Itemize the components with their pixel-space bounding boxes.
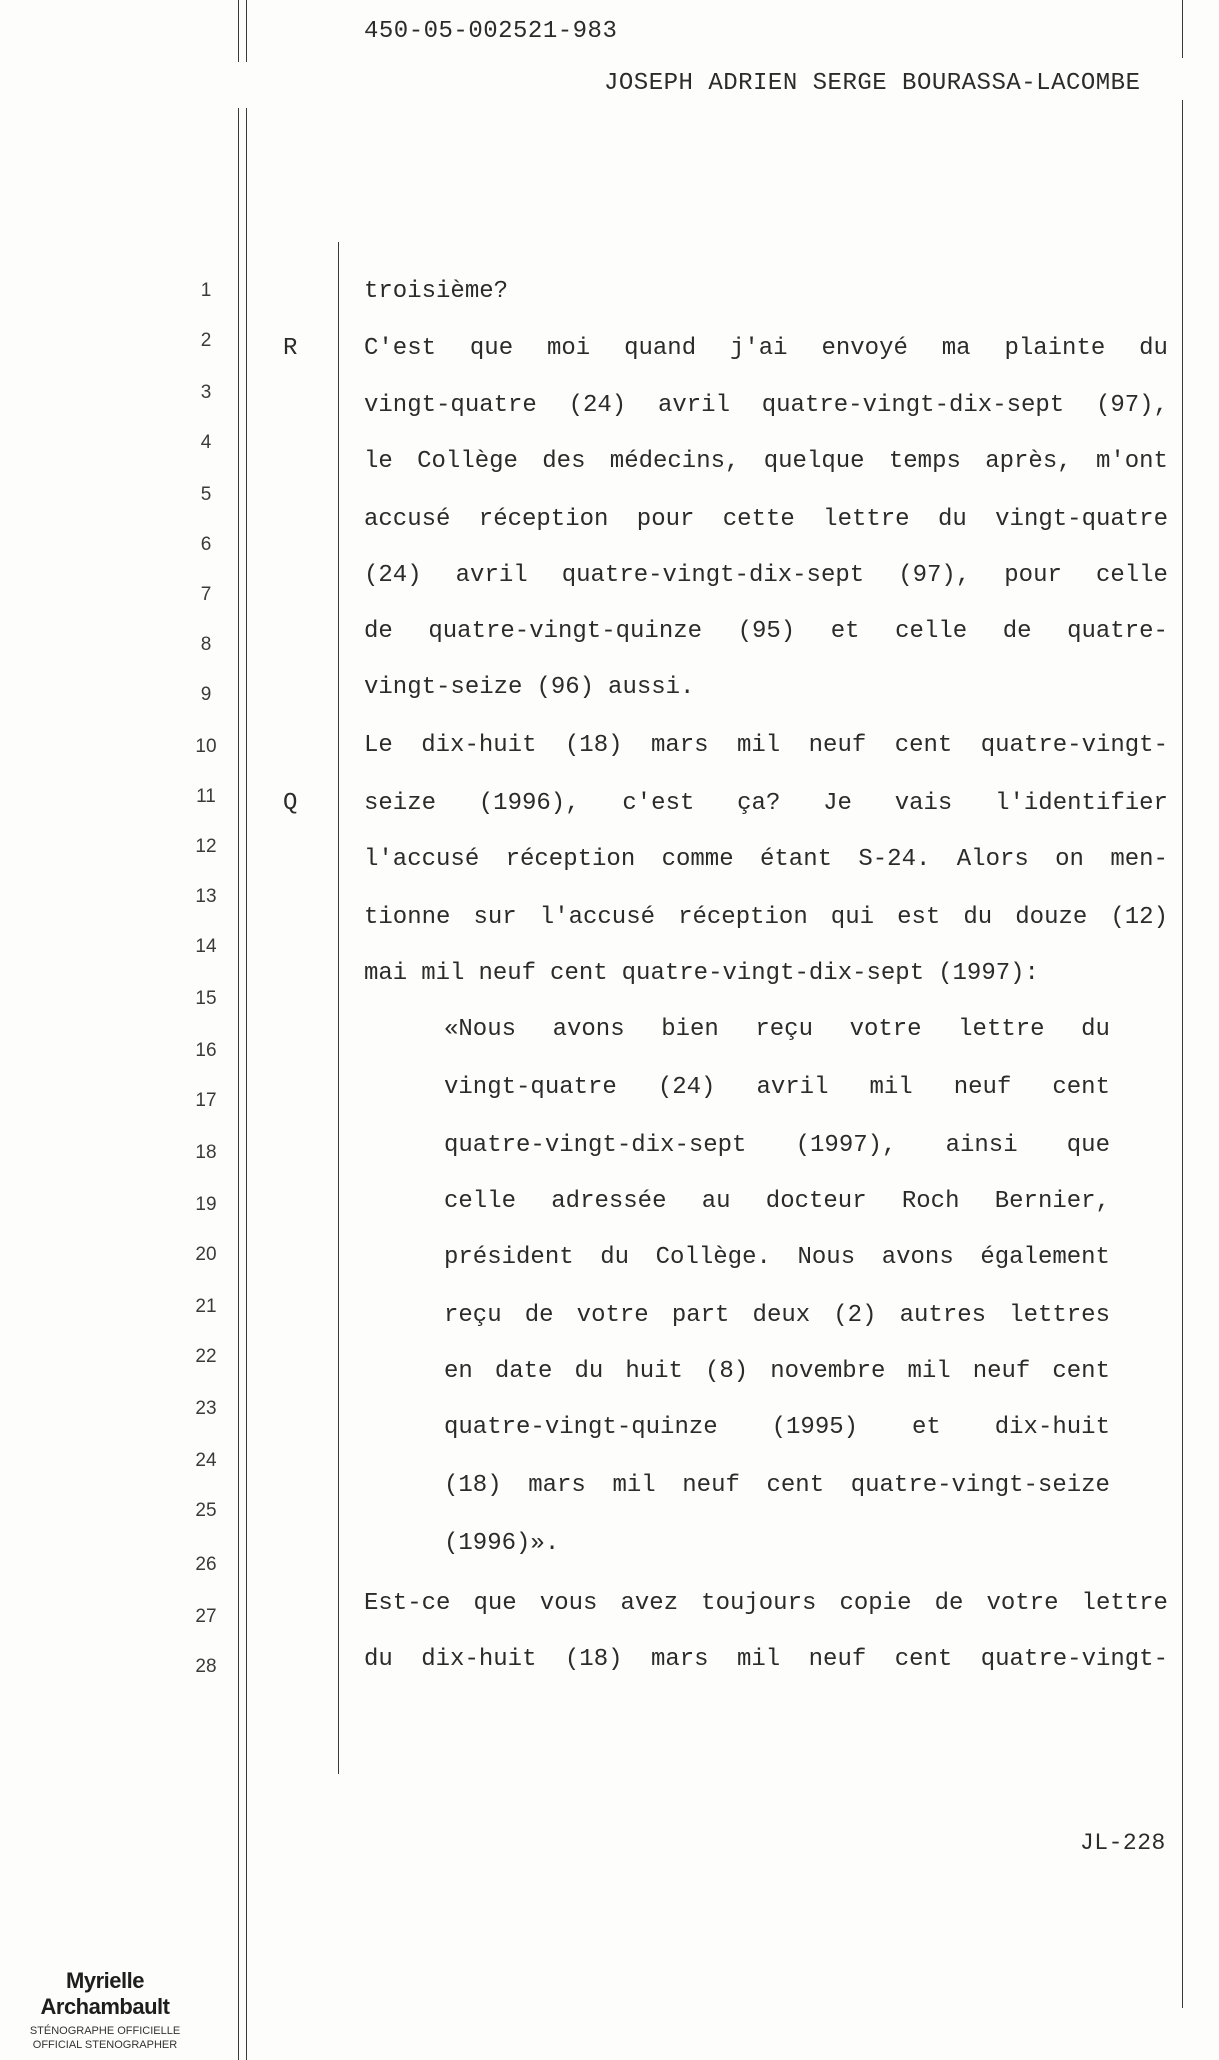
witness-name: JOSEPH ADRIEN SERGE BOURASSA-LACOMBE bbox=[604, 70, 1141, 97]
transcript-line: quatre-vingt-dix-sept (1997), ainsi que bbox=[444, 1132, 1110, 1159]
line-number: 25 bbox=[195, 1500, 217, 1521]
line-number: 22 bbox=[195, 1346, 217, 1367]
transcript-line: en date du huit (8) novembre mil neuf cent bbox=[444, 1358, 1110, 1385]
transcript-line: C'est que moi quand j'ai envoyé ma plainte du bbox=[364, 335, 1168, 362]
transcript-line: seize (1996), c'est ça? Je vais l'identifier bbox=[364, 790, 1168, 817]
line-number: 1 bbox=[200, 280, 212, 301]
transcript-line: (24) avril quatre-vingt-dix-sept (97), pour celle bbox=[364, 562, 1168, 589]
transcript-line: du dix-huit (18) mars mil neuf cent quatre-vingt- bbox=[364, 1646, 1168, 1673]
line-number: 17 bbox=[195, 1090, 217, 1111]
line-number: 15 bbox=[195, 988, 217, 1009]
stenographer-name: Myrielle Archambault bbox=[40, 1968, 170, 2019]
line-number: 23 bbox=[195, 1398, 217, 1419]
stenographer-stamp bbox=[0, 1968, 210, 2052]
transcript-line: (18) mars mil neuf cent quatre-vingt-seize bbox=[444, 1472, 1110, 1499]
transcript-line: Le dix-huit (18) mars mil neuf cent quatre-vingt- bbox=[364, 732, 1168, 759]
stenographer-title-en: OFFICIAL STENOGRAPHER bbox=[32, 2039, 178, 2051]
margin-rule bbox=[238, 108, 239, 2060]
right-margin-rule bbox=[1182, 100, 1183, 2008]
line-number: 14 bbox=[195, 936, 217, 957]
transcript-line: mai mil neuf cent quatre-vingt-dix-sept (1997): bbox=[364, 960, 1039, 987]
line-number: 2 bbox=[200, 330, 212, 351]
transcript-line: l'accusé réception comme étant S-24. Alors on men- bbox=[364, 846, 1168, 873]
line-number: 18 bbox=[195, 1142, 217, 1163]
speaker-label: Q bbox=[283, 790, 298, 817]
transcript-line: celle adressée au docteur Roch Bernier, bbox=[444, 1188, 1110, 1215]
line-number: 10 bbox=[195, 736, 217, 757]
text-column-rule bbox=[338, 242, 339, 1774]
transcript-line: tionne sur l'accusé réception qui est du douze (12) bbox=[364, 904, 1168, 931]
speaker-label: R bbox=[283, 335, 298, 362]
transcript-line: troisième? bbox=[364, 278, 509, 305]
transcript-line: vingt-quatre (24) avril mil neuf cent bbox=[444, 1074, 1110, 1101]
stenographer-title-fr: STÉNOGRAPHE OFFICIELLE bbox=[29, 2025, 181, 2037]
line-number: 5 bbox=[200, 484, 212, 505]
line-number: 16 bbox=[195, 1040, 217, 1061]
page-identifier: JL-228 bbox=[1080, 1830, 1166, 1856]
transcript-line: le Collège des médecins, quelque temps après, m'ont bbox=[364, 448, 1168, 475]
line-number: 11 bbox=[196, 786, 216, 807]
transcript-line: quatre-vingt-quinze (1995) et dix-huit bbox=[444, 1414, 1110, 1441]
line-number: 12 bbox=[195, 836, 217, 857]
margin-rule bbox=[246, 108, 247, 2060]
transcript-line: «Nous avons bien reçu votre lettre du bbox=[444, 1016, 1110, 1043]
line-number: 27 bbox=[195, 1606, 217, 1627]
line-number: 21 bbox=[195, 1296, 217, 1317]
transcript-line: accusé réception pour cette lettre du vingt-quatre bbox=[364, 506, 1168, 533]
margin-rule bbox=[238, 0, 239, 62]
line-number: 19 bbox=[195, 1194, 217, 1215]
margin-rule bbox=[246, 0, 247, 62]
line-number: 13 bbox=[195, 886, 217, 907]
line-number: 26 bbox=[195, 1554, 217, 1575]
line-number: 3 bbox=[200, 382, 212, 403]
transcript-line: Est-ce que vous avez toujours copie de votre lettre bbox=[364, 1590, 1168, 1617]
line-number: 8 bbox=[200, 634, 212, 655]
line-number: 24 bbox=[195, 1450, 217, 1471]
transcript-line: de quatre-vingt-quinze (95) et celle de quatre- bbox=[364, 618, 1168, 645]
transcript-line: vingt-seize (96) aussi. bbox=[364, 674, 695, 701]
right-margin-rule bbox=[1182, 0, 1183, 58]
line-number: 20 bbox=[195, 1244, 217, 1265]
transcript-line: reçu de votre part deux (2) autres lettres bbox=[444, 1302, 1110, 1329]
line-number: 6 bbox=[200, 534, 212, 555]
file-number: 450-05-002521-983 bbox=[364, 18, 618, 45]
line-number: 28 bbox=[195, 1656, 217, 1677]
line-number: 7 bbox=[200, 584, 212, 605]
transcript-line: vingt-quatre (24) avril quatre-vingt-dix-sept (97), bbox=[364, 392, 1168, 419]
transcript-line: (1996)». bbox=[444, 1530, 560, 1557]
line-number: 9 bbox=[200, 684, 212, 705]
line-number: 4 bbox=[200, 432, 212, 453]
transcript-line: président du Collège. Nous avons également bbox=[444, 1244, 1110, 1271]
